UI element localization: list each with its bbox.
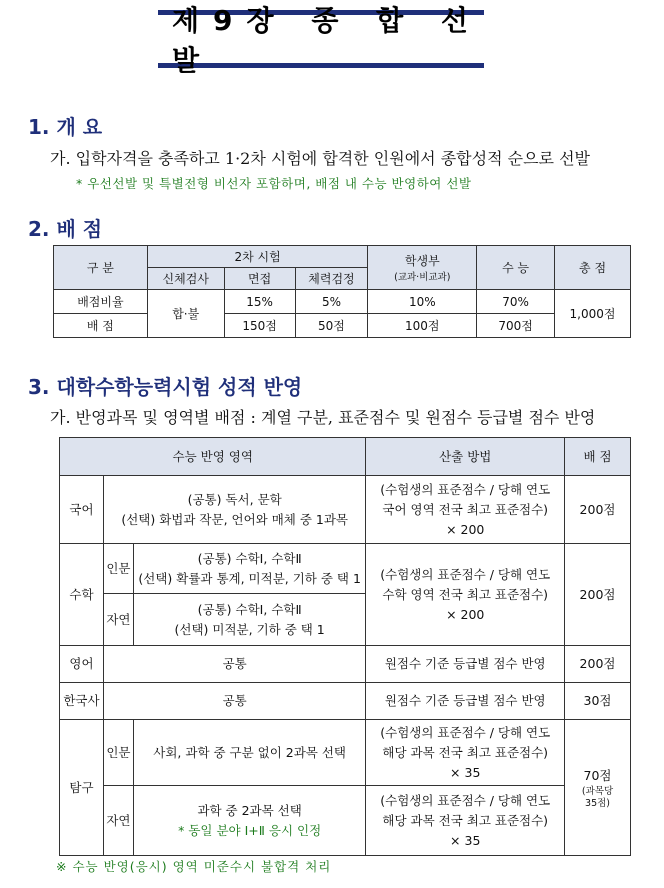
history-label: 한국사 — [60, 683, 104, 720]
math-sci-label: 자연 — [103, 594, 133, 646]
math-method-line2: 수학 영역 전국 최고 표준점수) — [382, 586, 549, 602]
header-record-sub: (교과·비교과) — [394, 272, 451, 283]
english-method: 원점수 기준 등급별 점수 반영 — [366, 646, 565, 683]
korean-area-line1: (공통) 독서, 문학 — [187, 491, 282, 507]
section1-heading: 1. 개 요 — [28, 115, 103, 139]
header-round2: 2차 시험 — [147, 246, 368, 268]
header-total: 총 점 — [555, 246, 631, 290]
korean-area-line2: (선택) 화법과 작문, 언어와 매체 중 1과목 — [121, 511, 348, 527]
korean-score: 200점 — [565, 476, 631, 544]
inquiry-score-sub1: (과목당 — [581, 785, 614, 797]
section3-heading: 3. 대학수학능력시험 성적 반영 — [28, 375, 303, 399]
inquiry-sci-method-line2: 해당 과목 전국 최고 표준점수) — [382, 812, 549, 828]
header-gubun: 구 분 — [54, 246, 148, 290]
inquiry-hum-label: 인문 — [103, 720, 133, 786]
inquiry-sci-area-line2: * 동일 분야 Ⅰ+Ⅱ 응시 인정 — [178, 822, 322, 838]
history-method: 원점수 기준 등급별 점수 반영 — [366, 683, 565, 720]
header-physical: 신체검사 — [147, 268, 224, 290]
math-hum-label: 인문 — [103, 544, 133, 594]
score-suneung: 700점 — [477, 314, 555, 338]
header-record — [368, 246, 477, 290]
score-fitness: 50점 — [295, 314, 368, 338]
score-interview: 150점 — [224, 314, 295, 338]
page-title: 제9장 종 합 선 발 — [158, 14, 484, 64]
suneung-table — [59, 437, 631, 856]
section2-heading: 2. 배 점 — [28, 217, 103, 241]
inquiry-hum-method-line2: 해당 과목 전국 최고 표준점수) — [382, 744, 549, 760]
header-score: 배 점 — [565, 438, 631, 476]
header-record-label: 학생부 — [404, 254, 440, 268]
row-score-label: 배 점 — [54, 314, 148, 338]
history-score: 30점 — [565, 683, 631, 720]
math-hum-line2: (선택) 확률과 통계, 미적분, 기하 중 택 1 — [138, 570, 361, 586]
score-record: 100점 — [368, 314, 477, 338]
ratio-suneung: 70% — [477, 290, 555, 314]
inquiry-sci-method-line3: × 35 — [450, 832, 481, 848]
pass-fail: 합·불 — [147, 290, 224, 338]
row-ratio-label: 배점비율 — [54, 290, 148, 314]
inquiry-hum-area: 사회, 과학 중 구분 없이 2과목 선택 — [133, 720, 366, 786]
math-hum-line1: (공통) 수학Ⅰ, 수학Ⅱ — [197, 550, 302, 566]
inquiry-score-value: 70점 — [583, 767, 612, 783]
inquiry-label: 탐구 — [60, 720, 104, 856]
history-area: 공통 — [103, 683, 366, 720]
math-sci-line2: (선택) 미적분, 기하 중 택 1 — [174, 621, 325, 637]
header-suneung: 수 능 — [477, 246, 555, 290]
math-label: 수학 — [60, 544, 104, 646]
korean-method-line1: (수험생의 표준점수 / 당해 연도 — [380, 481, 551, 497]
math-method — [366, 544, 565, 646]
inquiry-score-sub2: 35점) — [585, 797, 611, 809]
inquiry-score — [565, 720, 631, 856]
english-label: 영어 — [60, 646, 104, 683]
math-method-line3: × 200 — [446, 606, 485, 622]
inquiry-sci-area-line1: 과학 중 2과목 선택 — [197, 802, 302, 818]
score-allocation-table — [53, 245, 631, 338]
korean-method-line3: × 200 — [446, 521, 485, 537]
inquiry-sci-method — [366, 786, 565, 856]
footnote: ※ 수능 반영(응시) 영역 미준수시 불합격 처리 — [56, 859, 332, 874]
math-sci-area — [133, 594, 366, 646]
inquiry-sci-method-line1: (수험생의 표준점수 / 당해 연도 — [380, 792, 551, 808]
total-score: 1,000점 — [555, 290, 631, 338]
header-method: 산출 방법 — [366, 438, 565, 476]
english-area: 공통 — [103, 646, 366, 683]
korean-method — [366, 476, 565, 544]
section1-note: * 우선선발 및 특별전형 비선자 포함하며, 배점 내 수능 반영하여 선발 — [76, 176, 472, 191]
inquiry-hum-method-line1: (수험생의 표준점수 / 당해 연도 — [380, 724, 551, 740]
korean-area — [103, 476, 366, 544]
section3-line: 가. 반영과목 및 영역별 배점 : 계열 구분, 표준점수 및 원점수 등급별 점수 반영 — [50, 408, 596, 427]
ratio-record: 10% — [368, 290, 477, 314]
header-interview: 면접 — [224, 268, 295, 290]
math-hum-area — [133, 544, 366, 594]
math-sci-line1: (공통) 수학Ⅰ, 수학Ⅱ — [197, 601, 302, 617]
inquiry-hum-method — [366, 720, 565, 786]
ratio-fitness: 5% — [295, 290, 368, 314]
header-area: 수능 반영 영역 — [60, 438, 366, 476]
title-box — [158, 4, 484, 77]
inquiry-hum-method-line3: × 35 — [450, 764, 481, 780]
math-score: 200점 — [565, 544, 631, 646]
korean-label: 국어 — [60, 476, 104, 544]
korean-method-line2: 국어 영역 전국 최고 표준점수) — [382, 501, 549, 517]
section1-line: 가. 입학자격을 충족하고 1·2차 시험에 합격한 인원에서 종합성적 순으로 선발 — [50, 149, 590, 168]
header-fitness: 체력검정 — [295, 268, 368, 290]
ratio-interview: 15% — [224, 290, 295, 314]
math-method-line1: (수험생의 표준점수 / 당해 연도 — [380, 566, 551, 582]
inquiry-sci-area — [133, 786, 366, 856]
english-score: 200점 — [565, 646, 631, 683]
inquiry-sci-label: 자연 — [103, 786, 133, 856]
